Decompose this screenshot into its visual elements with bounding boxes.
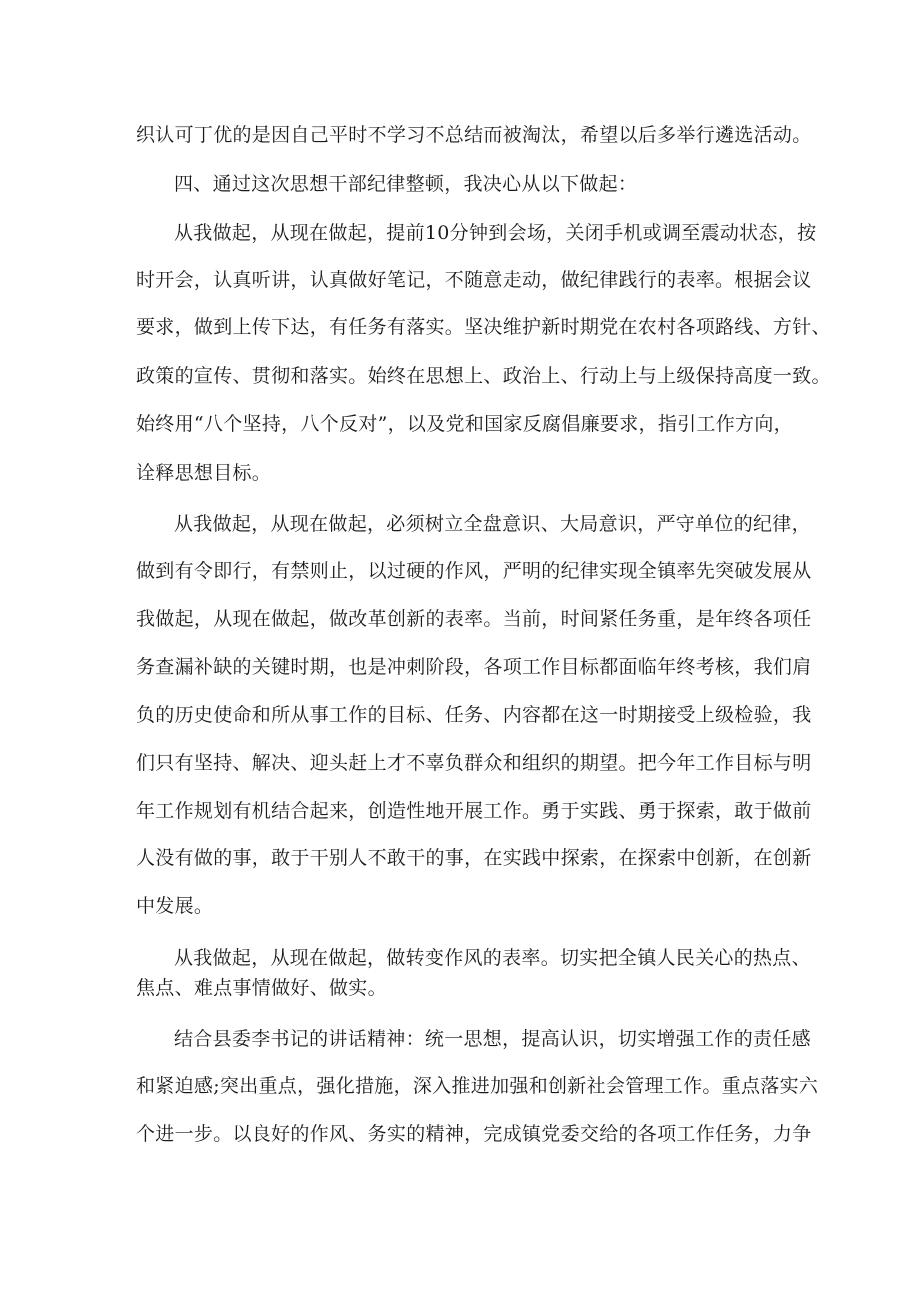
- text-line: 结合县委李书记的讲话精神：统一思想，提高认识，切实增强工作的责任感: [174, 1028, 811, 1050]
- text-line: 个进一步。以良好的作风、务实的精神，完成镇党委交给的各项工作任务，力争: [136, 1123, 812, 1145]
- text-line: 中发展。: [136, 895, 214, 917]
- text-line: 政策的宣传、贯彻和落实。始终在思想上、政治上、行动上与上级保持高度一致。: [136, 365, 831, 387]
- text-line: 焦点、难点事情做好、做实。: [136, 977, 387, 999]
- text-line: 人没有做的事，敢于干别人不敢干的事，在实践中探索，在探索中创新，在创新: [136, 847, 812, 869]
- text-line: 时开会，认真听讲，认真做好笔记，不随意走动，做纪律践行的表率。根据会议: [136, 269, 812, 291]
- text-line: 织认可丁优的是因自己平时不学习不总结而被淘汰，希望以后多举行遴选活动。: [136, 124, 812, 146]
- text-line: 务查漏补缺的关键时期，也是冲刺阶段，各项工作目标都面临年终考核，我们肩: [136, 656, 812, 678]
- text-line: 从我做起，从现在做起，提前10分钟到会场，关闭手机或调至震动状态，按: [174, 222, 817, 244]
- text-line: 始终用“八个坚持，八个反对”，以及党和国家反腐倡廉要求，指引工作方向，: [136, 413, 793, 435]
- text-line: 们只有坚持、解决、迎头赶上才不辜负群众和组织的期望。把今年工作目标与明: [136, 752, 812, 774]
- text-line: 和紧迫感;突出重点，强化措施，深入推进加强和创新社会管理工作。重点落实六: [136, 1075, 819, 1097]
- text-line: 做到有令即行，有禁则止，以过硬的作风，严明的纪律实现全镇率先突破发展从: [136, 560, 812, 582]
- text-line: 我做起，从现在做起，做改革创新的表率。当前，时间紧任务重，是年终各项任: [136, 608, 812, 630]
- text-line: 诠释思想目标。: [136, 462, 272, 484]
- text-line: 年工作规划有机结合起来，创造性地开展工作。勇于实践、勇于探索，敢于做前: [136, 800, 812, 822]
- text-line: 要求，做到上传下达，有任务有落实。坚决维护新时期党在农村各项路线、方针、: [136, 316, 831, 338]
- text-line: 从我做起，从现在做起，做转变作风的表率。切实把全镇人民关心的热点、: [174, 947, 811, 969]
- text-line: 负的历史使命和所从事工作的目标、任务、内容都在这一时期接受上级检验，我: [136, 704, 812, 726]
- text-line: 从我做起，从现在做起，必须树立全盘意识、大局意识，严守单位的纪律，: [174, 513, 811, 535]
- section-heading: 四、通过这次思想干部纪律整顿，我决心从以下做起：: [174, 173, 638, 195]
